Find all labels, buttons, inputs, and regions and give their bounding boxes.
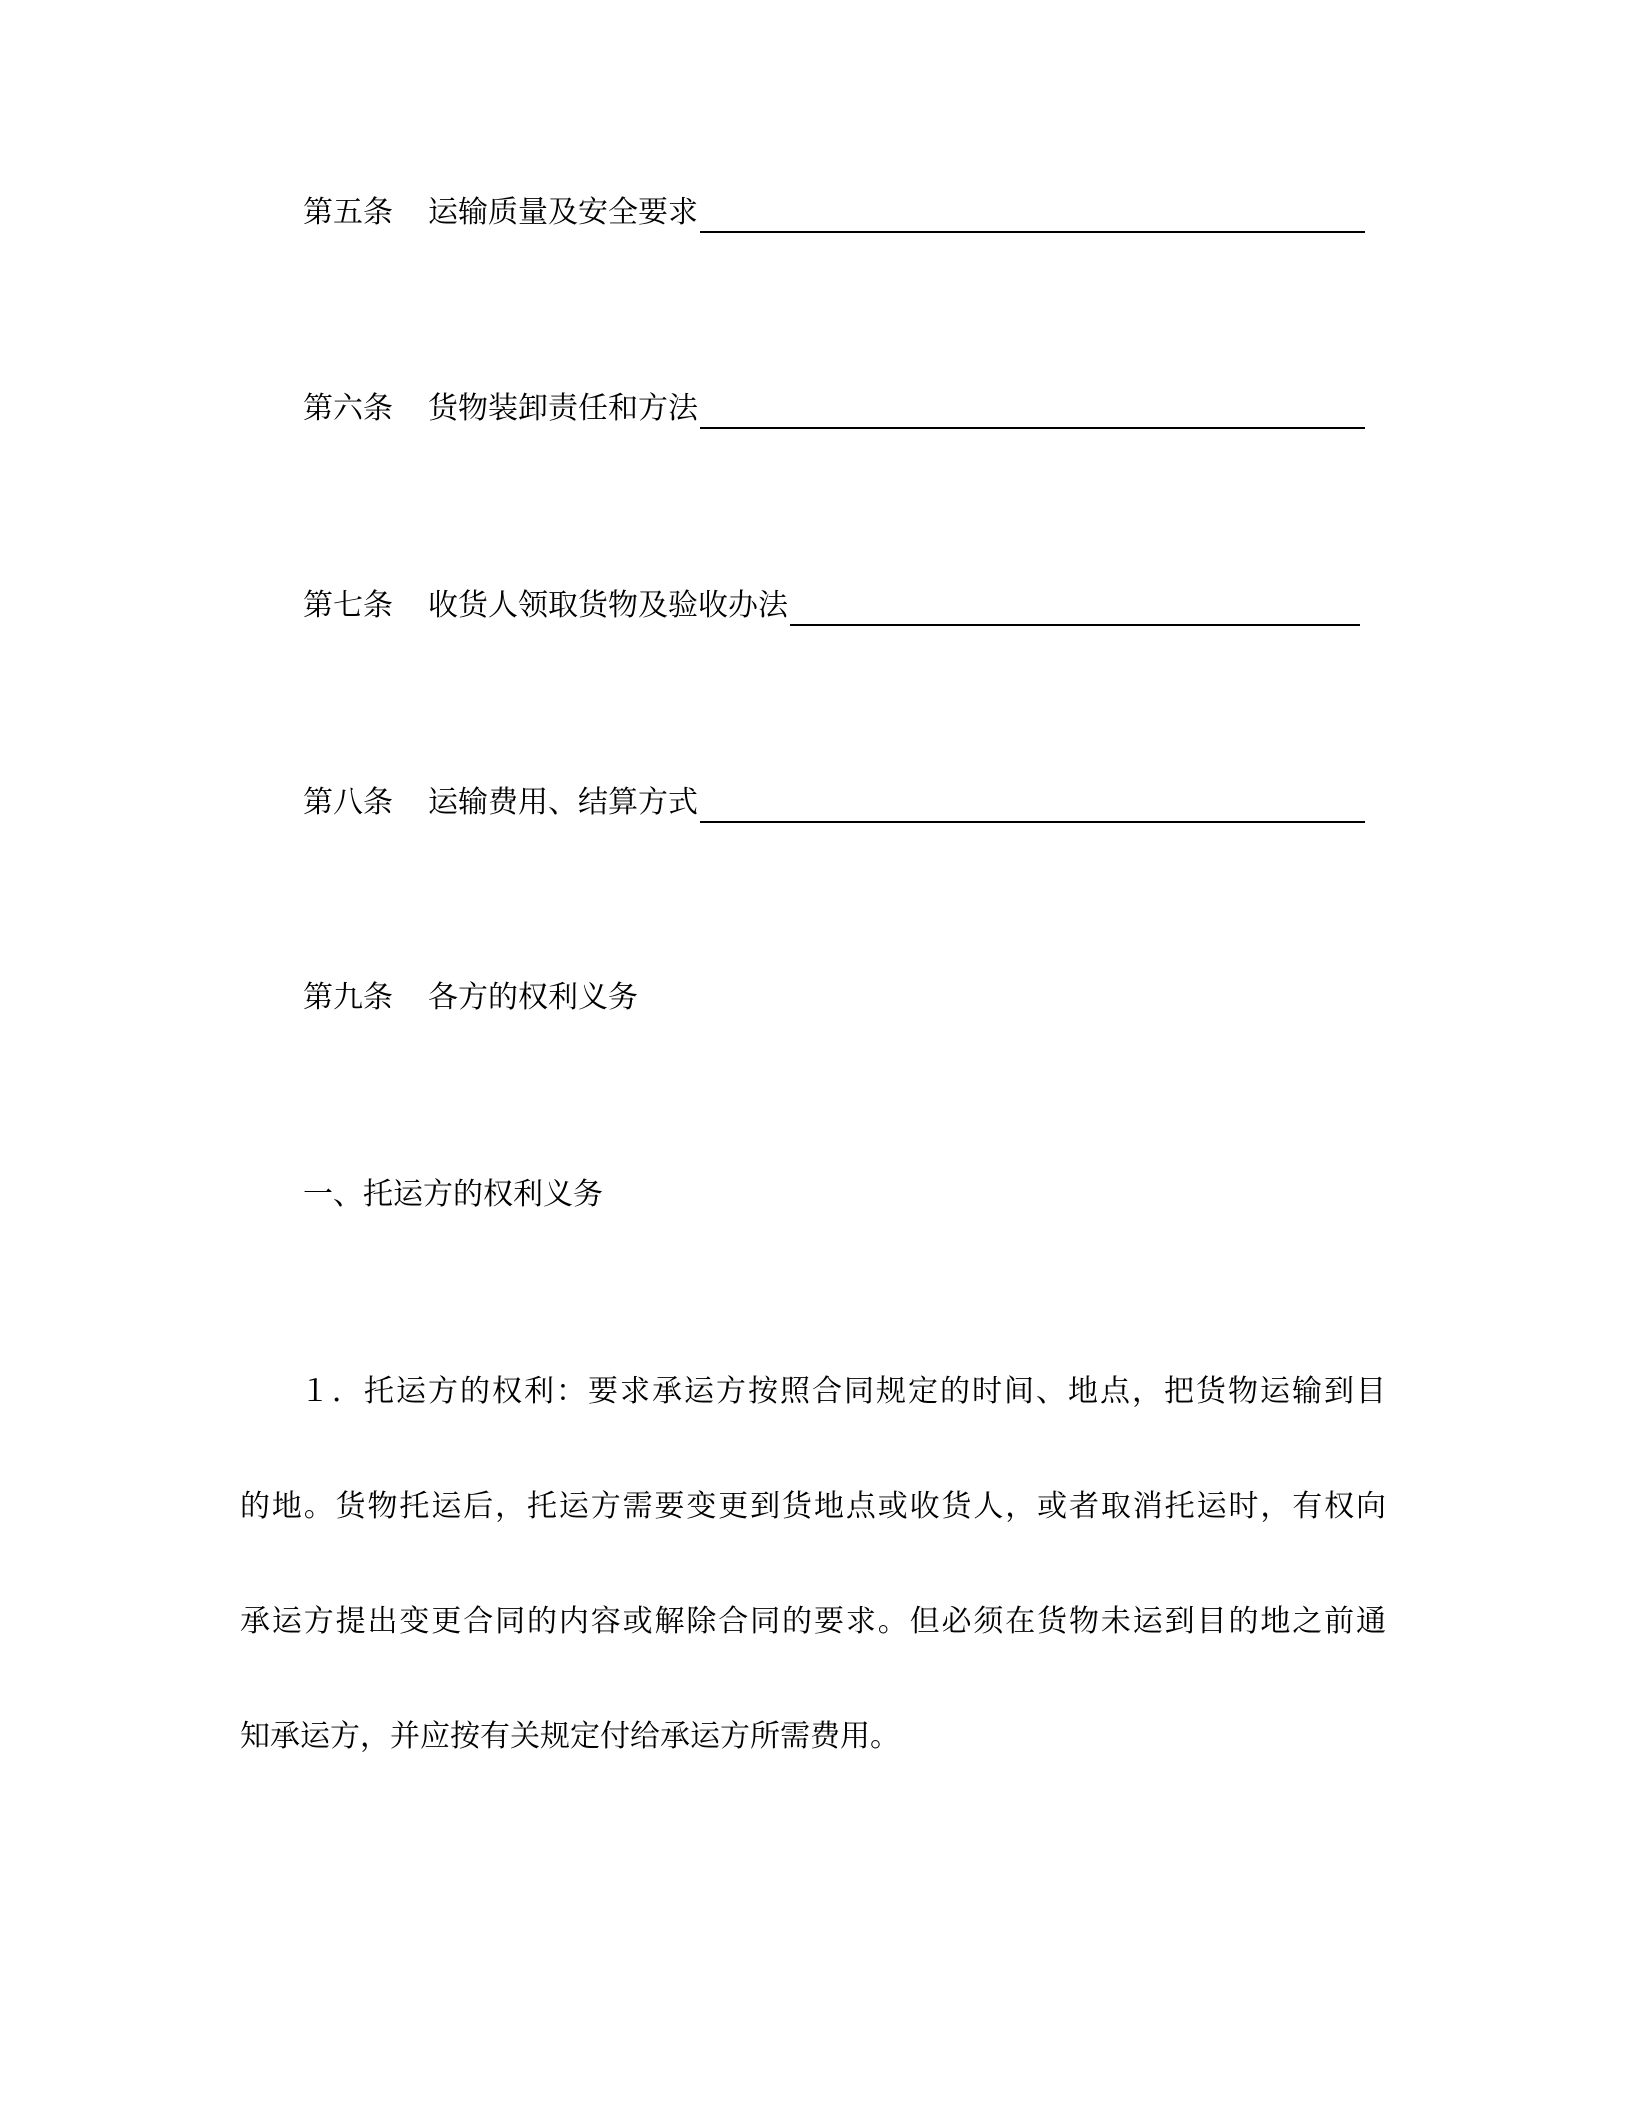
fill-in-blank-line[interactable] [700, 193, 1365, 233]
paragraph-line: 知承运方，并应按有关规定付给承运方所需费用。 [240, 1719, 900, 1754]
article-7 [303, 586, 1360, 626]
section-heading [303, 1175, 603, 1215]
article-8 [303, 783, 1365, 823]
article-title: 货物装卸责任和方法 [428, 391, 698, 426]
fill-in-blank-line[interactable] [790, 586, 1360, 626]
paragraph-line: 的地。货物托运后，托运方需要变更到货地点或收货人，或者取消托运时，有权向 [240, 1489, 1386, 1524]
article-number: 第九条 [303, 980, 393, 1015]
article-title: 各方的权利义务 [428, 980, 638, 1015]
article-number: 第五条 [303, 195, 393, 230]
section-heading-text: 一、托运方的权利义务 [303, 1177, 603, 1212]
paragraph-line: 承运方提出变更合同的内容或解除合同的要求。但必须在货物未运到目的地之前通 [240, 1604, 1386, 1639]
article-number: 第七条 [303, 588, 393, 623]
paragraph-line: １．托运方的权利：要求承运方按照合同规定的时间、地点，把货物运输到目 [300, 1374, 1386, 1409]
article-6 [303, 389, 1365, 429]
article-5 [303, 193, 1365, 233]
article-title: 运输质量及安全要求 [428, 195, 698, 230]
fill-in-blank-line[interactable] [700, 389, 1365, 429]
fill-in-blank-line[interactable] [700, 783, 1365, 823]
article-title: 收货人领取货物及验收办法 [428, 588, 788, 623]
article-9 [303, 978, 638, 1018]
article-number: 第六条 [303, 391, 393, 426]
article-title: 运输费用、结算方式 [428, 785, 698, 820]
article-number: 第八条 [303, 785, 393, 820]
